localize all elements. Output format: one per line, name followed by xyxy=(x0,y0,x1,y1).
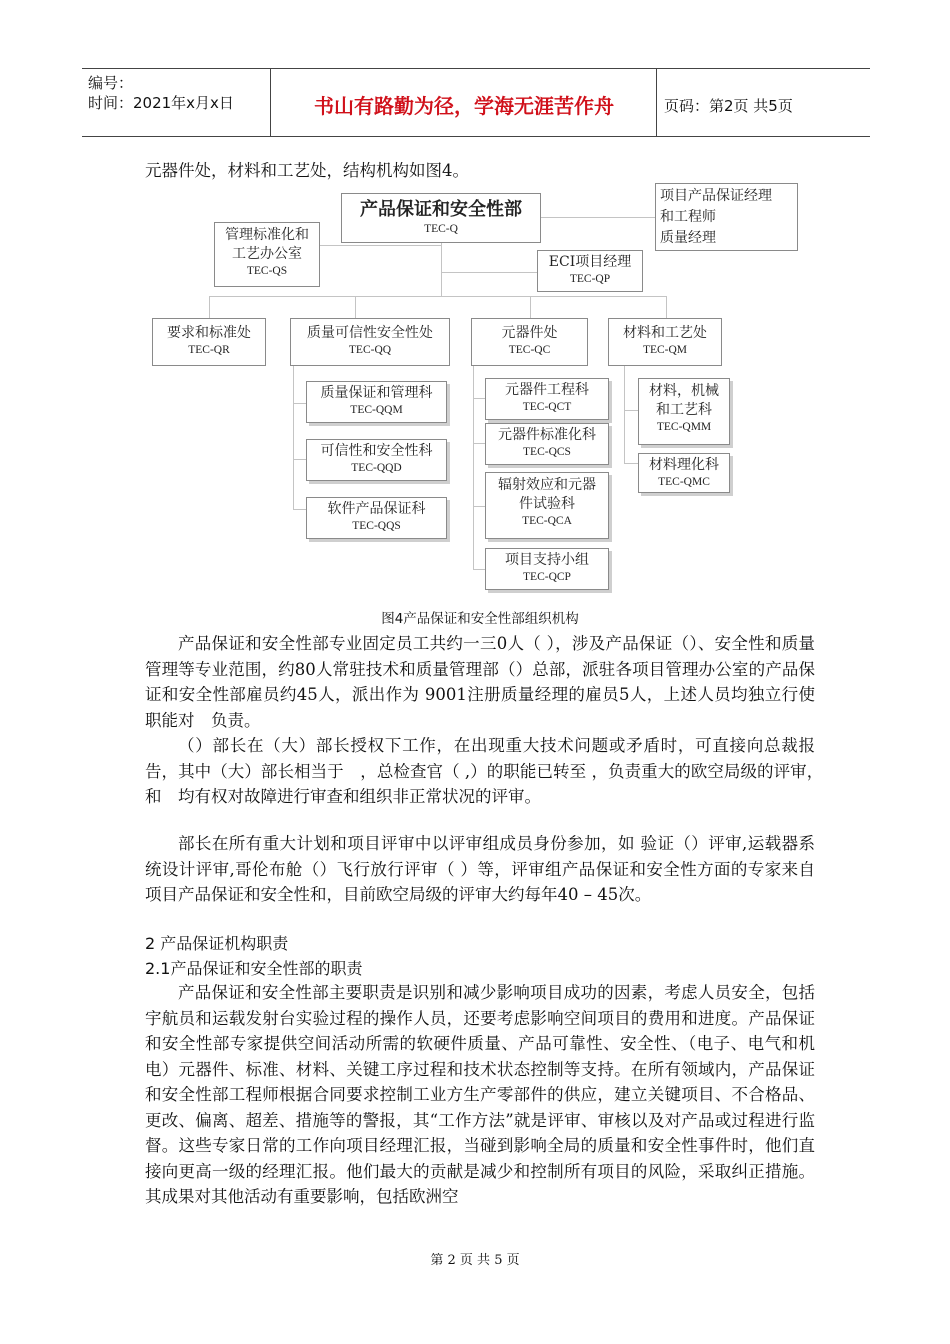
subsection-heading: 2.1产品保证和安全性部的职责 xyxy=(145,959,363,978)
connector-line xyxy=(293,509,306,510)
qq-unit-box xyxy=(306,497,447,539)
org-root-title: 产品保证和安全性部 xyxy=(360,199,522,220)
division-title: 质量可信性安全性处 xyxy=(307,325,433,341)
page-info: 页码：第2页 共5页 xyxy=(664,97,793,115)
header-motto: 书山有路勤为径，学海无涯苦作舟 xyxy=(314,94,614,118)
division-code: TEC-QQ xyxy=(348,344,392,356)
unit-code: TEC-QMC xyxy=(658,476,710,488)
unit-code: TEC-QQM xyxy=(350,404,403,416)
office-title-line: 管理标准化和 xyxy=(225,227,309,243)
connector-line xyxy=(320,245,442,246)
unit-code: TEC-QCT xyxy=(522,401,572,413)
office-code: TEC-QS xyxy=(246,265,288,277)
qq-unit-box xyxy=(306,381,447,423)
connector-line xyxy=(209,296,210,318)
connector-line xyxy=(473,398,485,399)
connector-line xyxy=(441,243,442,296)
division-title: 要求和标准处 xyxy=(167,325,251,341)
qq-unit-box xyxy=(306,439,447,481)
division-title: 元器件处 xyxy=(501,325,558,341)
qc-unit-box xyxy=(485,423,609,465)
header-divider xyxy=(656,68,657,136)
section-heading: 2 产品保证机构职责 xyxy=(145,934,289,953)
unit-title: 项目支持小组 xyxy=(505,552,589,568)
qc-unit-box xyxy=(485,548,609,590)
connector-line xyxy=(473,366,474,570)
unit-code: TEC-QCA xyxy=(522,515,572,527)
connector-line xyxy=(473,506,485,507)
connector-line xyxy=(441,272,537,273)
connector-line xyxy=(624,366,625,464)
division-box xyxy=(152,318,266,366)
division-code: TEC-QM xyxy=(642,344,688,356)
division-box xyxy=(471,318,588,366)
unit-code: TEC-QQS xyxy=(352,520,401,532)
org-root-box xyxy=(341,193,541,243)
division-code: TEC-QR xyxy=(188,344,230,356)
office-box xyxy=(214,222,320,287)
connector-line xyxy=(530,296,531,318)
unit-title-line: 件试验科 xyxy=(519,496,575,512)
connector-line xyxy=(473,443,485,444)
side-note-line: 项目产品保证经理 xyxy=(660,188,772,204)
page-footer: 第 2 页 共 5 页 xyxy=(430,1253,520,1268)
header-bottom-rule xyxy=(82,136,870,137)
qc-unit-box xyxy=(485,378,609,420)
eci-box xyxy=(537,250,643,292)
paragraph: 产品保证和安全性部主要职责是识别和减少影响项目成功的因素，考虑人员安全，包括宇航员和运载发射台实验过程的操作人员，还要考虑影响空间项目的费用和进度。产品保证和安全性部专家提供空间活动所需的软硬件质量、产品可靠性、安全性、（电子、电气和机电）元器件、标准、材料、关键工序过程和技术状态控制等支持。在所有领域内，产品保证和安全性部工程师根据合同要求控制工业方生产零部件的供应，建立关键项目、不合格品、更改、偏离、超差、措施等的警报，其“工作方法”就是评审、审核以及对产品或过程进行监督。这些专家日常的工作向项目经理汇报，当碰到影响全局的质量和安全性事件时，他们直接向更高一级的经理汇报。他们最大的贡献是减少和控制所有项目的风险，采取纠正措施。其成果对其他活动有重要影响，包括欧洲空 xyxy=(145,983,815,1206)
connector-line xyxy=(293,366,294,509)
side-note-box xyxy=(655,183,798,251)
qc-unit-box xyxy=(485,472,609,539)
eci-code: TEC-QP xyxy=(569,273,611,285)
unit-code: TEC-QCP xyxy=(523,571,571,583)
qm-unit-box xyxy=(638,453,730,493)
unit-code: TEC-QQD xyxy=(351,462,402,474)
division-box xyxy=(608,318,722,366)
connector-line xyxy=(209,296,666,297)
doc-number-label: 编号： xyxy=(88,74,134,92)
connector-line xyxy=(624,463,638,464)
connector-line xyxy=(355,296,356,318)
side-note-line: 和工程师 xyxy=(660,209,716,225)
division-code: TEC-QC xyxy=(508,344,551,356)
connector-line xyxy=(540,217,655,218)
unit-code: TEC-QMM xyxy=(656,421,712,433)
connector-line xyxy=(293,459,306,460)
division-title: 材料和工艺处 xyxy=(623,325,707,341)
unit-title-line: 辐射效应和元器 xyxy=(498,477,596,493)
connector-line xyxy=(624,410,638,411)
connector-line xyxy=(293,403,306,404)
unit-title: 元器件工程科 xyxy=(505,382,589,398)
unit-title: 元器件标准化科 xyxy=(498,427,596,443)
connector-line xyxy=(473,569,485,570)
side-note-line: 质量经理 xyxy=(660,230,716,246)
paragraph: 部长在所有重大计划和项目评审中以评审组成员身份参加，如 验证（）评审,运载器系统设计评审,哥伦布舱（）飞行放行评审（ ）等，评审组产品保证和安全性方面的专家来自项目产品保证和安全性和，目前欧空局级的评审大约每年40 – 45次。 xyxy=(145,834,815,904)
intro-line: 元器件处，材料和工艺处，结构机构如图4。 xyxy=(145,161,469,180)
division-box xyxy=(290,318,450,366)
qm-unit-box xyxy=(638,378,730,445)
unit-code: TEC-QCS xyxy=(523,446,571,458)
paragraph: 产品保证和安全性部专业固定员工共约一三0人（ ），涉及产品保证（）、安全性和质量管理等专业范围，约80人常驻技术和质量管理部（）总部，派驻各项目管理办公室的产品保证和安全性部雇员约45人，派出作为 9001注册质量经理的雇员5人，上述人员均独立行使职能对 负责。 xyxy=(145,634,815,730)
header-top-rule xyxy=(82,68,870,69)
header-divider xyxy=(270,68,271,136)
org-root-code: TEC-Q xyxy=(424,223,458,235)
office-title-line: 工艺办公室 xyxy=(232,246,302,262)
paragraph: （）部长在（大）部长授权下工作，在出现重大技术问题或矛盾时，可直接向总裁报告，其中（大）部长相当于 ，总检查官（ ,）的职能已转至 ，负责重大的欧空局级的评审， 和 均有权对故障进行审查和组织非正常状况的评审。 xyxy=(145,736,832,806)
unit-title: 质量保证和管理科 xyxy=(320,385,433,401)
connector-line xyxy=(666,296,667,318)
unit-title: 软件产品保证科 xyxy=(327,501,426,517)
figure-caption: 图4产品保证和安全性部组织机构 xyxy=(381,611,579,627)
unit-title-line: 材料，机械 xyxy=(649,383,719,399)
doc-time-label: 时间：2021年x月x日 xyxy=(88,94,234,112)
unit-title-line: 和工艺科 xyxy=(656,402,712,418)
eci-title: ECI项目经理 xyxy=(548,254,632,270)
unit-title: 可信性和安全性科 xyxy=(320,443,433,459)
unit-title: 材料理化科 xyxy=(649,457,719,473)
